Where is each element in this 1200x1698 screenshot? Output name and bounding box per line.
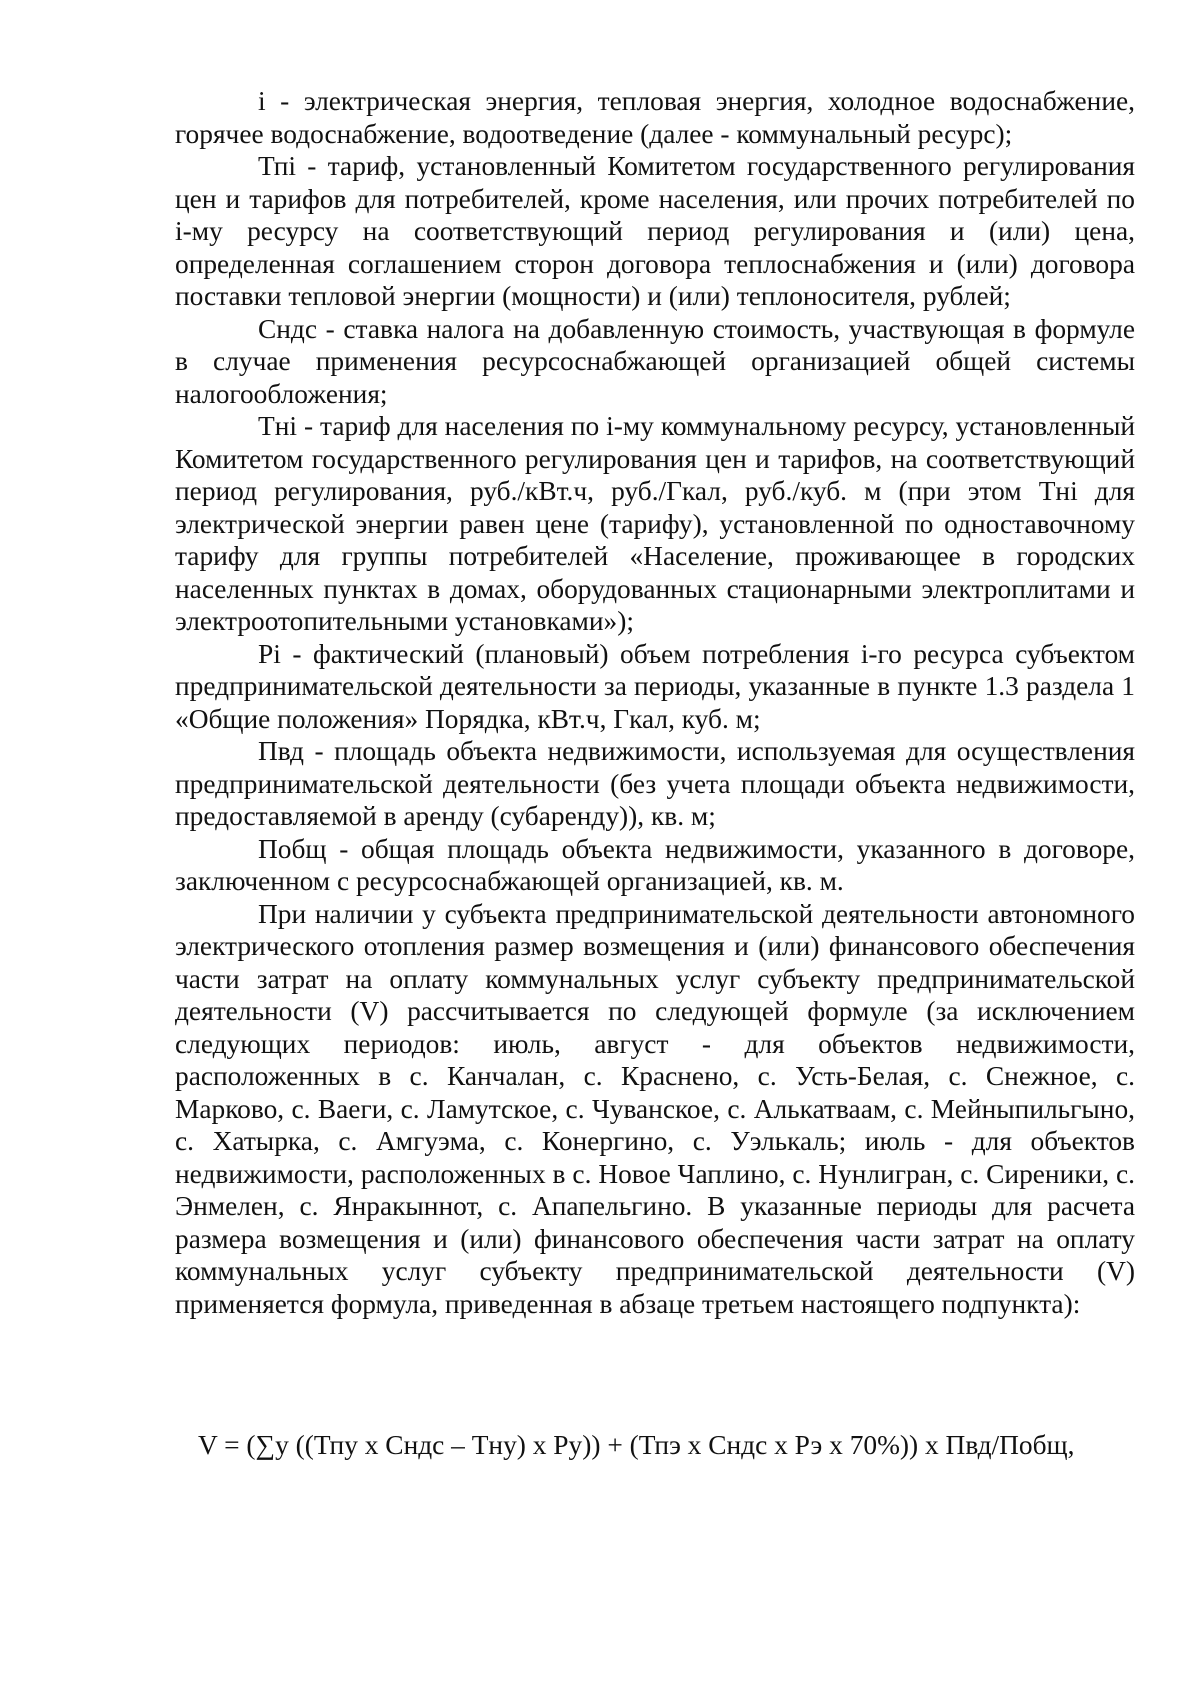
- paragraph-tpi-definition: Тпi - тариф, установленный Комитетом государственного регулирования цен и тарифов для потребителей, кроме населения, или прочих потребителей по i-му ресурсу на соответствующий период регулирования и (или) цена, определенная соглашением сторон договора теплоснабжения и (или) договора поставки тепловой энергии (мощности) и (или) теплоносителя, рублей;: [175, 151, 1135, 311]
- paragraph-pobsh-definition: Побщ - общая площадь объекта недвижимости, указанного в договоре, заключенном с ресурсоснабжающей организацией, кв. м.: [175, 833, 1135, 896]
- document-body: [175, 85, 1135, 1320]
- paragraph-snds-definition: Сндс - ставка налога на добавленную стоимость, участвующая в формуле в случае применения ресурсоснабжающей организацией общей системы налогообложения;: [175, 313, 1135, 409]
- paragraph-tni-definition: Тнi - тариф для населения по i-му коммунальному ресурсу, установленный Комитетом государственного регулирования цен и тарифов, на соответствующий период регулирования, руб./кВт.ч, руб./Гкал, руб./куб. м (при этом Тнi для электрической энергии равен цене (тарифу), установленной по одноставочному тарифу для группы потребителей «Население, проживающее в городских населенных пунктах в домах, оборудованных стационарными электроплитами и электроотопительными установками»);: [175, 411, 1135, 636]
- paragraph-resource-definition: i - электрическая энергия, тепловая энергия, холодное водоснабжение, горячее водоснабжение, водоотведение (далее - коммунальный ресурс);: [175, 86, 1135, 149]
- paragraph-pvd-definition: Пвд - площадь объекта недвижимости, используемая для осуществления предпринимательской деятельности (без учета площади объекта недвижимости, предоставляемой в аренду (субаренду)), кв. м;: [175, 736, 1135, 831]
- formula-v: V = (∑у ((Тпу х Сндс – Тну) х Ру)) + (Тпэ х Сндс х Рэ х 70%)) х Пвд/Побщ,: [198, 1430, 1075, 1460]
- paragraph-electric-heating: При наличии у субъекта предпринимательской деятельности автономного электрического отопления размер возмещения и (или) финансового обеспечения части затрат на оплату коммунальных услуг субъекту предпринимательской деятельности (V) рассчитывается по следующей формуле (за исключением следующих периодов: июль, август - для объектов недвижимости, расположенных в с. Канчалан, с. Краснено, с. Усть-Белая, с. Снежное, с. Марково, с. Ваеги, с. Ламутское, с. Чуванское, с. Алькатваам, с. Мейныпильгыно, с. Хатырка, с. Амгуэма, с. Конергино, с. Уэлькаль; июль - для объектов недвижимости, расположенных в с. Новое Чаплино, с. Нунлигран, с. Сиреники, с. Энмелен, с. Янракыннот, с. Апапельгино. В указанные периоды для расчета размера возмещения и (или) финансового обеспечения части затрат на оплату коммунальных услуг субъекту предпринимательской деятельности (V) применяется формула, приведенная в абзаце третьем настоящего подпункта):: [175, 898, 1135, 1319]
- paragraph-pi-definition: Рi - фактический (плановый) объем потребления i-го ресурса субъектом предпринимательской деятельности за периоды, указанные в пункте 1.3 раздела 1 «Общие положения» Порядка, кВт.ч, Гкал, куб. м;: [175, 638, 1135, 734]
